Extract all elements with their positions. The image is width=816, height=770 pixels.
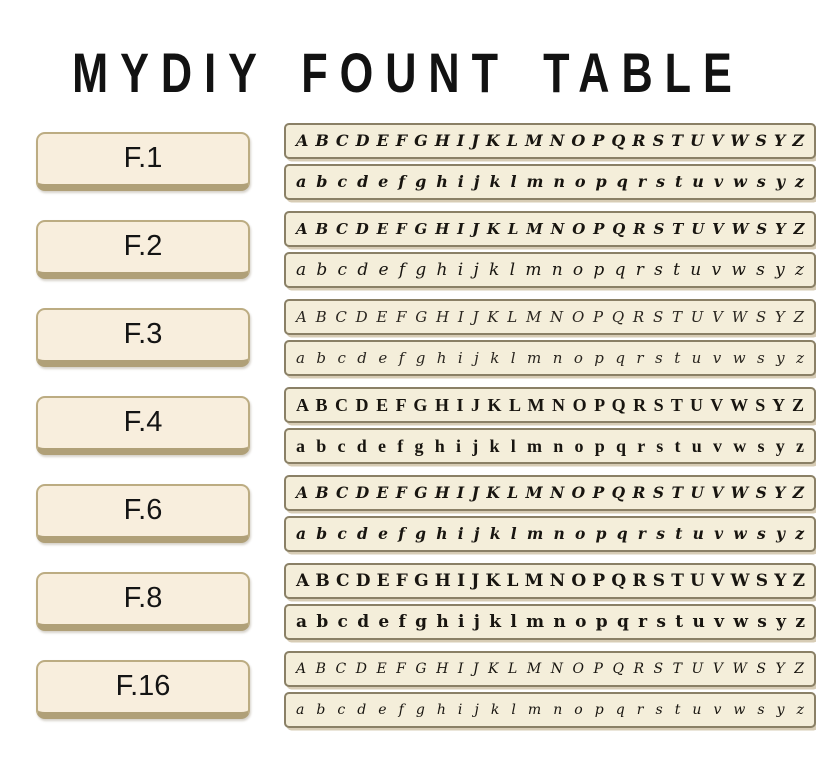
font-samples-f16 xyxy=(284,651,816,728)
lowercase-sample-bar: a b c d e f g h i j k l m n o p q r s t u v w s y z xyxy=(284,252,816,288)
font-samples-f6 xyxy=(284,475,816,552)
page-title: MYDIY FOUNT TABLE xyxy=(72,41,744,104)
font-row-f8 xyxy=(0,562,816,640)
uppercase-sample-bar: A B C D E F G H I J K L M N O P Q R S T U V W S Y Z xyxy=(284,651,816,687)
lowercase-sample-bar: a b c d e f g h i j k l m n o p q r s t u v w s y z xyxy=(284,516,816,552)
font-label-f8: F.8 xyxy=(36,572,250,631)
font-samples-f1 xyxy=(284,123,816,200)
lowercase-sample-bar: a b c d e f g h i j k l m n o p q r s t u v w s y z xyxy=(284,428,816,464)
font-row-f3 xyxy=(0,298,816,376)
lowercase-sample-bar: a b c d e f g h i j k l m n o p q r s t u v w s y z xyxy=(284,604,816,640)
font-row-f16 xyxy=(0,650,816,728)
uppercase-sample-bar: A B C D E F G H I J K L M N O P Q R S T U V W S Y Z xyxy=(284,563,816,599)
font-samples-f4 xyxy=(284,387,816,464)
font-row-f2 xyxy=(0,210,816,288)
font-row-f4 xyxy=(0,386,816,464)
font-label-f2: F.2 xyxy=(36,220,250,279)
font-row-f1 xyxy=(0,122,816,200)
uppercase-sample-bar: A B C D E F G H I J K L M N O P Q R S T U V W S Y Z xyxy=(284,475,816,511)
font-samples-f3 xyxy=(284,299,816,376)
font-label-f3: F.3 xyxy=(36,308,250,367)
lowercase-sample-bar: a b c d e f g h i j k l m n o p q r s t u v w s y z xyxy=(284,340,816,376)
font-samples-f2 xyxy=(284,211,816,288)
font-samples-f8 xyxy=(284,563,816,640)
uppercase-sample-bar: A B C D E F G H I J K L M N O P Q R S T U V W S Y Z xyxy=(284,387,816,423)
lowercase-sample-bar: a b c d e f g h i j k l m n o p q r s t u v w s y z xyxy=(284,164,816,200)
uppercase-sample-bar: A B C D E F G H I J K L M N O P Q R S T U V W S Y Z xyxy=(284,299,816,335)
font-rows xyxy=(0,122,816,728)
font-row-f6 xyxy=(0,474,816,552)
uppercase-sample-bar: A B C D E F G H I J K L M N O P Q R S T U V W S Y Z xyxy=(284,123,816,159)
uppercase-sample-bar: A B C D E F G H I J K L M N O P Q R S T U V W S Y Z xyxy=(284,211,816,247)
lowercase-sample-bar: a b c d e f g h i j k l m n o p q r s t u v w s y z xyxy=(284,692,816,728)
font-label-f16: F.16 xyxy=(36,660,250,719)
font-label-f1: F.1 xyxy=(36,132,250,191)
font-label-f4: F.4 xyxy=(36,396,250,455)
font-label-f6: F.6 xyxy=(36,484,250,543)
